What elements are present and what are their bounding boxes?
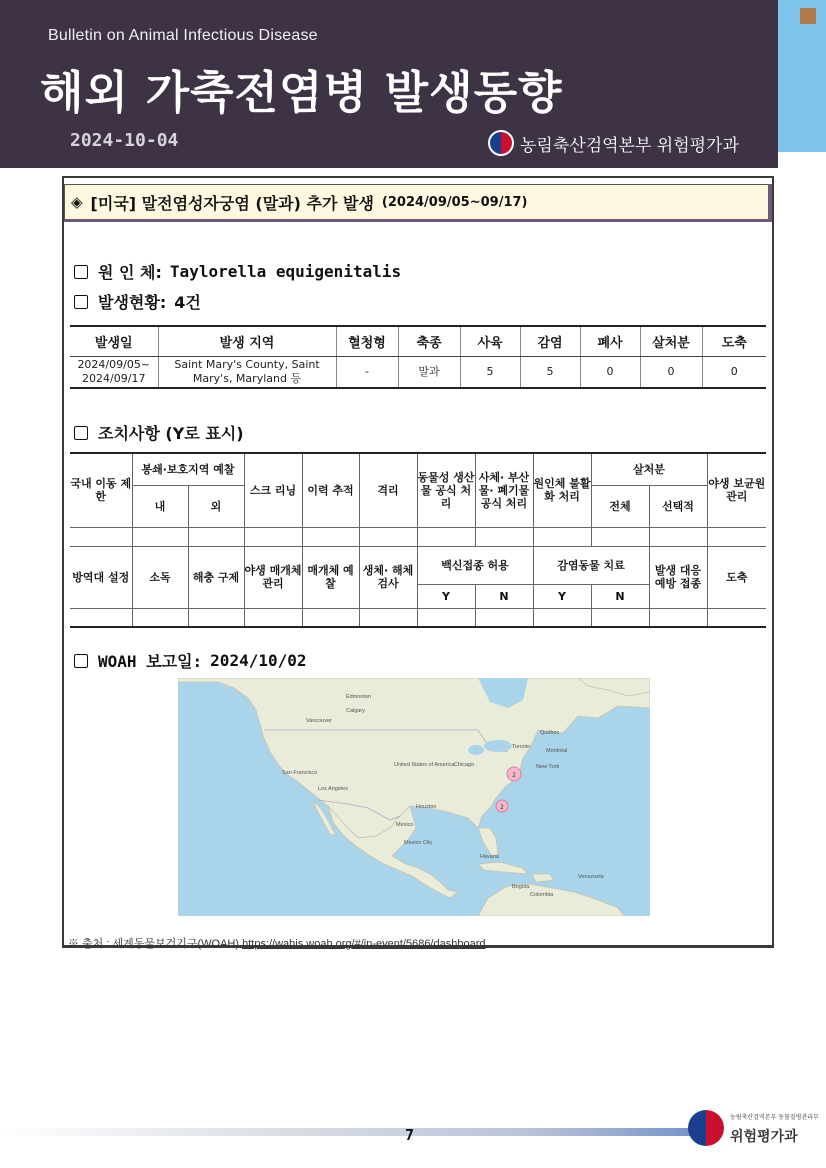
cell-region: Saint Mary's County, Saint Mary's, Maryland 등	[158, 356, 336, 388]
source-link[interactable]: https://wahis.woah.org/#/in-event/5686/dashboard	[242, 938, 486, 950]
measure-carcass: 사체· 부산물· 폐기물 공식 처리	[475, 453, 533, 527]
city-label: Houston	[416, 804, 437, 810]
header-org	[488, 130, 739, 156]
col-header: 도축	[702, 326, 766, 356]
measure-slaughter: 도축	[707, 546, 766, 608]
measure-quarantine: 격리	[359, 453, 417, 527]
measures-label: 조치사항 (Y로 표시)	[98, 424, 244, 443]
col-header: 살처분	[640, 326, 702, 356]
measure-culling: 살처분	[591, 453, 707, 485]
vaccine-y: Y	[417, 584, 475, 608]
col-header: 사육	[460, 326, 520, 356]
pathogen-value: Taylorella equigenitalis	[169, 262, 402, 281]
checkbox-bullet-icon	[74, 654, 88, 668]
report-frame	[62, 176, 774, 948]
measures-header-row-1	[70, 453, 766, 485]
footer-org-small: 농림축산검역본부 동물질병관리부	[730, 1114, 819, 1121]
diamond-bullet-icon: ◈	[71, 193, 83, 211]
cell-reared: 5	[460, 356, 520, 388]
outbreak-table	[70, 325, 766, 389]
measure-move-restrict: 국내 이동 제한	[70, 453, 132, 527]
cell-species: 말과	[398, 356, 460, 388]
measures-table	[70, 452, 766, 628]
measures-value-row-2	[70, 608, 766, 627]
measure-pest-control: 해충 구제	[188, 546, 244, 608]
city-label: Québec	[540, 730, 560, 736]
city-label: Havana	[480, 854, 499, 860]
pathogen-label: 원 인 체:	[98, 263, 162, 282]
measure-outside: 외	[188, 485, 244, 527]
measure-wild-reservoir: 야생 보균원 관리	[707, 453, 766, 527]
cell-culled: 0	[640, 356, 702, 388]
taegeuk-logo-icon	[688, 1110, 724, 1146]
cell-serotype: -	[336, 356, 398, 388]
measures-line	[74, 421, 244, 444]
cell-slaughtered: 0	[702, 356, 766, 388]
outbreak-marker-count: 2	[512, 772, 516, 779]
footer-org: 위험평가과	[730, 1129, 798, 1145]
florida-land	[478, 828, 498, 856]
measure-vector-surveillance: 매개체 예찰	[302, 546, 359, 608]
city-label: Chicago	[454, 762, 475, 768]
checkbox-bullet-icon	[74, 295, 88, 309]
country-label: United States of America	[394, 762, 455, 768]
measure-pathogen-inactivation: 원인체 불활화 처리	[533, 453, 591, 527]
col-header: 발생 지역	[158, 326, 336, 356]
checkbox-bullet-icon	[74, 265, 88, 279]
city-label: San Francisco	[282, 770, 318, 776]
header-banner	[0, 0, 778, 168]
cuba-land	[478, 862, 528, 874]
city-label: Mexico City	[404, 840, 433, 846]
measure-zone-surveillance: 봉쇄·보호지역 예찰	[132, 453, 244, 485]
woah-date: 2024/10/02	[210, 651, 307, 670]
source-note	[68, 935, 485, 951]
measure-cull-selective: 선택적	[649, 485, 707, 527]
outbreak-map	[178, 678, 650, 916]
source-prefix: ※ 출처 : 세계동물보건기구(WOAH)	[68, 938, 240, 950]
woah-line	[74, 649, 307, 672]
country-label: Venezuela	[578, 874, 604, 880]
report-period: (2024/09/05~09/17)	[381, 194, 528, 210]
city-label: New York	[536, 764, 560, 770]
north-america-land	[178, 678, 650, 838]
country-label: Mexico	[396, 822, 414, 828]
city-label: Bogota	[512, 884, 530, 890]
measure-cull-all: 전체	[591, 485, 649, 527]
measure-preventive-vaccination: 발생 대응 예방 접종	[649, 546, 707, 608]
issue-date: 2024-10-04	[70, 130, 179, 151]
vaccine-n: N	[475, 584, 533, 608]
map-svg	[178, 678, 650, 916]
treat-y: Y	[533, 584, 591, 608]
measure-disinfect: 소독	[132, 546, 188, 608]
great-lakes	[484, 740, 512, 752]
country-label: Colombia	[530, 892, 554, 898]
hispaniola-land	[532, 874, 554, 882]
woah-label: WOAH 보고일:	[98, 652, 203, 671]
measure-live-dead-test: 생체· 해체 검사	[359, 546, 417, 608]
south-america-land	[478, 884, 624, 916]
col-header: 혈청형	[336, 326, 398, 356]
status-label: 발생현황:	[98, 293, 167, 312]
measure-treatment: 감염동물 치료	[533, 546, 649, 584]
col-header: 감염	[520, 326, 580, 356]
measure-trace: 이력 추적	[302, 453, 359, 527]
col-header: 축종	[398, 326, 460, 356]
city-label: Vancouver	[306, 718, 332, 724]
measures-header-row-2	[70, 546, 766, 584]
status-line	[74, 290, 201, 313]
header-org-label: 농림축산검역본부 위험평가과	[520, 135, 739, 156]
city-label: Montréal	[546, 748, 568, 754]
pathogen-line	[74, 260, 401, 283]
cell-date: 2024/09/05~ 2024/09/17	[70, 356, 158, 388]
checkbox-bullet-icon	[74, 426, 88, 440]
city-label: Los Angeles	[318, 786, 348, 792]
col-header: 폐사	[580, 326, 640, 356]
outbreak-table-header	[70, 326, 766, 356]
outbreak-marker-count: 2	[500, 804, 504, 811]
city-label: Edmonton	[346, 694, 372, 700]
header-accent-square	[800, 8, 816, 24]
taegeuk-logo-icon	[488, 130, 514, 156]
measure-zone-set: 방역대 설정	[70, 546, 132, 608]
cell-infected: 5	[520, 356, 580, 388]
great-lakes-2	[468, 745, 484, 755]
treat-n: N	[591, 584, 649, 608]
measure-screening: 스크 리닝	[244, 453, 302, 527]
measure-vaccine: 백신접종 허용	[417, 546, 533, 584]
city-label: Toronto	[512, 744, 531, 750]
col-header: 발생일	[70, 326, 158, 356]
page-number: 7	[405, 1126, 415, 1144]
footer-rule	[0, 1128, 710, 1136]
header-subtitle: Bulletin on Animal Infectious Disease	[48, 27, 318, 44]
report-title: [미국] 말전염성자궁염 (말과) 추가 발생	[90, 193, 374, 213]
measure-wild-vector: 야생 매개체 관리	[244, 546, 302, 608]
cell-dead: 0	[580, 356, 640, 388]
measures-value-row-1	[70, 527, 766, 546]
report-title-bar	[64, 184, 772, 222]
measure-inside: 내	[132, 485, 188, 527]
city-label: Calgary	[346, 708, 365, 714]
table-row	[70, 356, 766, 388]
page-title: 해외 가축전염병 발생동향	[40, 66, 563, 119]
status-value: 4건	[174, 293, 201, 312]
measure-animal-products: 동물성 생산물 공식 처리	[417, 453, 475, 527]
